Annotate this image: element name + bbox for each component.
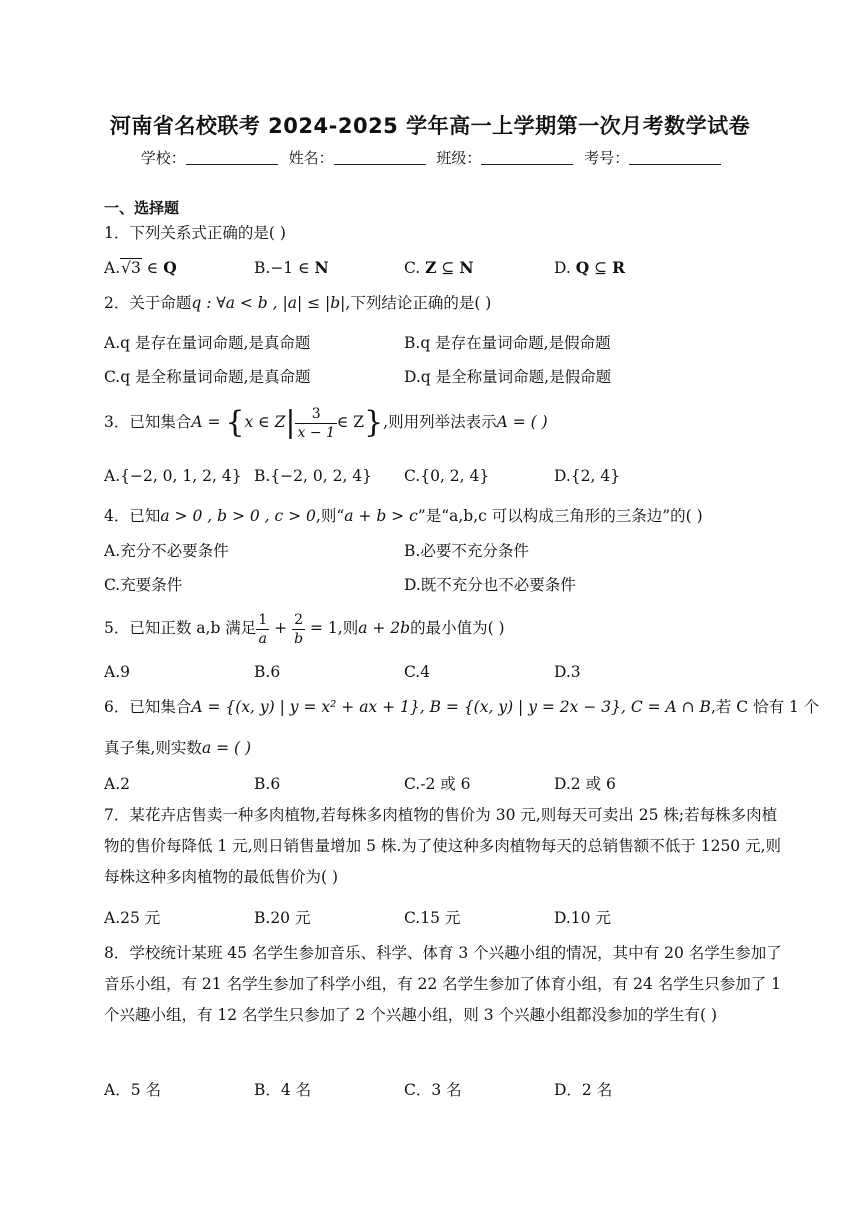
class-label: 班级： <box>436 149 482 167</box>
q2-option-c: C.q 是全称量词命题,是真命题 <box>104 368 311 386</box>
q5-option-b: B.6 <box>254 663 281 681</box>
exam-title: 河南省名校联考 2024-2025 学年高一上学期第一次月考数学试卷 <box>109 114 751 138</box>
q3-option-b: B.{−2, 0, 2, 4} <box>254 467 373 485</box>
question-5-stem: 5．已知正数 a,b 满足 $\frac{1}{a}$ + $\frac{2}{b}$ = 1,则a + 2b的最小值为( ) <box>104 611 505 647</box>
q1-option-b: B.−1 ∈ N <box>254 258 329 277</box>
q2-option-a: A.q 是存在量词命题,是真命题 <box>104 334 311 352</box>
question-8-stem: 8．学校统计某班 45 名学生参加音乐、科学、体育 3 个兴趣小组的情况，其中有 20 名学生参加了音乐小组，有 21 名学生参加了科学小组，有 22 名学生参加了体育小组，有 24 名学生只参加了 1 个兴趣小组，有 12 名学生只参加了 2 个兴趣小组，则 3 个兴趣小组都没参加的学生有( ) <box>104 944 782 1024</box>
q1-option-c: C. Z ⊆ N <box>404 258 474 277</box>
q6-option-c: C.-2 或 6 <box>404 775 471 793</box>
question-1-stem: 1．下列关系式正确的是( ) <box>104 224 286 242</box>
q2-option-d: D.q 是全称量词命题,是假命题 <box>404 368 612 386</box>
q4-option-d: D.既不充分也不必要条件 <box>404 576 576 594</box>
name-label: 姓名： <box>288 149 334 167</box>
question-6-stem-line2: 真子集,则实数a = ( ) <box>104 739 252 757</box>
q5-option-d: D.3 <box>554 663 581 681</box>
q6-option-b: B.6 <box>254 775 281 793</box>
q2-option-b: B.q 是存在量词命题,是假命题 <box>404 334 611 352</box>
q8-option-b: B．4 名 <box>254 1081 312 1099</box>
q5-fraction-2: $\frac{2}{b}$ <box>294 611 304 647</box>
q6-option-a: A.2 <box>104 775 130 793</box>
q8-option-d: D．2 名 <box>554 1081 613 1099</box>
number-blank[interactable] <box>629 150 721 165</box>
name-blank[interactable] <box>334 150 426 165</box>
q3-fraction: $\frac{3}{x - 1}$ <box>297 405 335 441</box>
class-blank[interactable] <box>481 150 573 165</box>
student-info-line <box>0 147 860 168</box>
q3-option-c: C.{0, 2, 4} <box>404 467 490 485</box>
q4-option-b: B.必要不充分条件 <box>404 542 529 560</box>
q4-option-c: C.充要条件 <box>104 576 183 594</box>
school-blank[interactable] <box>186 150 278 165</box>
q5-option-a: A.9 <box>104 663 130 681</box>
q3-option-d: D.{2, 4} <box>554 467 621 485</box>
q5-fraction-1: $\frac{1}{a}$ <box>258 611 268 647</box>
q7-option-d: D.10 元 <box>554 909 611 927</box>
q5-option-c: C.4 <box>404 663 431 681</box>
question-6-stem-line1: 6．已知集合A = {(x, y) | y = x² + ax + 1}, B = {(x, y) | y = 2x − 3}, C = A ∩ B,若 C 恰有 1 个 <box>104 698 820 716</box>
q4-option-a: A.充分不必要条件 <box>104 542 229 560</box>
question-3-stem: 3．已知集合A = {x ∈ Z| $\frac{3}{x - 1}$ ∈ Z},则用列举法表示A = ( ) <box>104 405 548 441</box>
q6-option-d: D.2 或 6 <box>554 775 616 793</box>
q7-option-b: B.20 元 <box>254 909 311 927</box>
question-4-stem: 4．已知a > 0 , b > 0 , c > 0,则“a + b > c”是“a,b,c 可以构成三角形的三条边”的( ) <box>104 507 703 525</box>
q3-option-a: A.{−2, 0, 1, 2, 4} <box>104 467 242 485</box>
question-7-stem: 7．某花卉店售卖一种多肉植物,若每株多肉植物的售价为 30 元,则每天可卖出 25 株;若每株多肉植物的售价每降低 1 元,则日销售量增加 5 株.为了使这种多肉植物每天的总销售额不低于 1250 元,则每株这种多肉植物的最低售价为( ) <box>104 806 782 886</box>
q8-option-c: C．3 名 <box>404 1081 462 1099</box>
section-heading: 一、选择题 <box>104 199 180 217</box>
school-label: 学校： <box>140 149 186 167</box>
q8-option-a: A．5 名 <box>104 1081 161 1099</box>
q1-option-a: A.√3 ∈ Q <box>104 258 177 277</box>
question-2-stem: 2．关于命题q : ∀a < b , |a| ≤ |b|,下列结论正确的是( ) <box>104 294 492 312</box>
number-label: 考号： <box>584 149 630 167</box>
q7-option-c: C.15 元 <box>404 909 461 927</box>
q7-option-a: A.25 元 <box>104 909 161 927</box>
q1-option-d: D. Q ⊆ R <box>554 258 625 277</box>
